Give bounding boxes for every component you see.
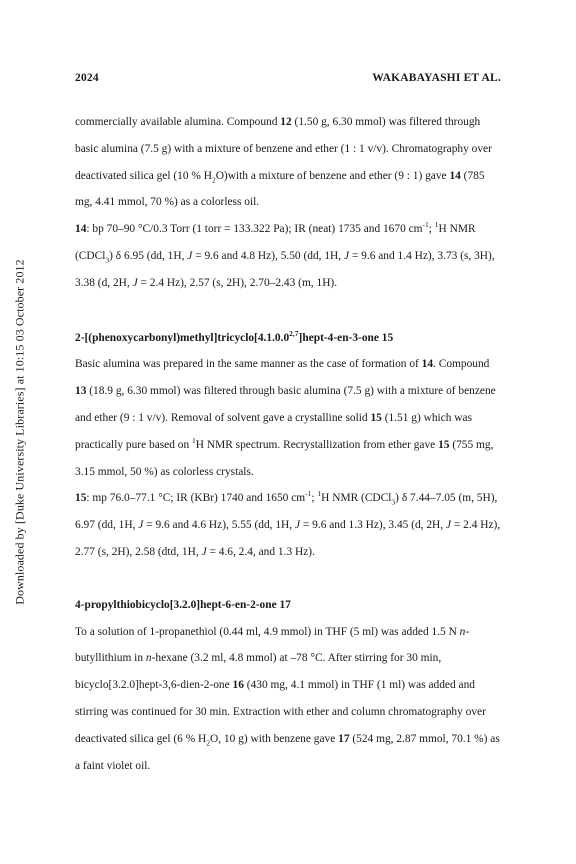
paragraph-procedure-14: commercially available alumina. Compound 12 (1.50 g, 6.30 mmol) was filtered through basic alumina (7.5 g) with a mixture of benzene and ether (1 : 1 v/v). Chromatography over deactivated silica gel (10 % $H_2O)with$ a mixture of benzene and ether (9 : 1) gave 14 (785 mg, 4.41 mmol, 70 %) as a colorless oil. [75, 116, 492, 209]
watermark-text: Downloaded by [Duke University Libraries] at 10:15 03 October 2012 [12, 259, 27, 605]
paragraph-procedure-17: To a solution of 1-propanethiol (0.44 ml, 4.9 mmol) in THF (5 ml) was added 1.5 N n-butyllithium in n-hexane (3.2 ml, 4.8 mmol) at –78 °C. After stirring for 30 min, bicyclo[3.2.0]hept-3,6-dien-2-one 16 (430 mg, 4.1 mmol) in THF (1 ml) was added and stirring was continued for 30 min. Extraction with ether and column chromatography over deactivated silica gel (6 % $H_2O$, 10 g) with benzene gave 17 (524 mg, 2.87 mmol, 70.1 %) as a faint violet oil. [75, 625, 500, 772]
paragraph-data-15: 15: mp 76.0–77.1 °C; IR (KBr) 1740 and 1650 $cm^{-1}$; $^1$H NMR (CDCl$_3$) δ 7.44–7.05 (m, 5H), 6.97 (dd, 1H, J = 9.6 and 4.6 Hz), 5.55 (dd, 1H, J = 9.6 and 1.3 Hz), 3.45 (d, 2H, J = 2.4 Hz), 2.77 (s, 2H), 2.58 (dtd, 1H, J = 4.6, 2.4, and 1.3 Hz). [75, 489, 501, 558]
page-number: 2024 [75, 72, 99, 84]
running-head: WAKABAYASHI ET AL. [372, 72, 501, 84]
section-heading-15: 2-[(phenoxycarbonyl)methyl]tricyclo[4.1.0.0$^{2,7}$]hept-4-en-3-one 15 [75, 328, 394, 344]
paragraph-procedure-15: Basic alumina was prepared in the same manner as the case of formation of 14. Compound 13 (18.9 g, 6.30 mmol) was filtered through basic alumina (7.5 g) with a mixture of benzene and ether (9 : 1 v/v). Removal of solvent gave a crystalline solid 15 (1.51 g) which was practically pure based on $^1$H NMR spectrum. Recrystallization from ether gave 15 (755 mg, 3.15 mmol, 50 %) as colorless crystals. [75, 358, 496, 478]
paragraph-data-14: 14: bp 70–90 °C/0.3 Torr (1 torr = 133.322 Pa); IR (neat) 1735 and 1670 $cm^{-1}$; $^1$H NMR (CDCl$_3$) δ 6.95 (dd, 1H, J = 9.6 and 4.8 Hz), 5.50 (dd, 1H, J = 9.6 and 1.4 Hz), 3.73 (s, 3H), 3.38 (d, 2H, J = 2.4 Hz), 2.57 (s, 2H), 2.70–2.43 (m, 1H). [75, 220, 495, 289]
download-watermark [0, 0, 27, 864]
section-heading-17: 4-propylthiobicyclo[3.2.0]hept-6-en-2-one 17 [75, 598, 291, 611]
article-body [75, 109, 501, 779]
